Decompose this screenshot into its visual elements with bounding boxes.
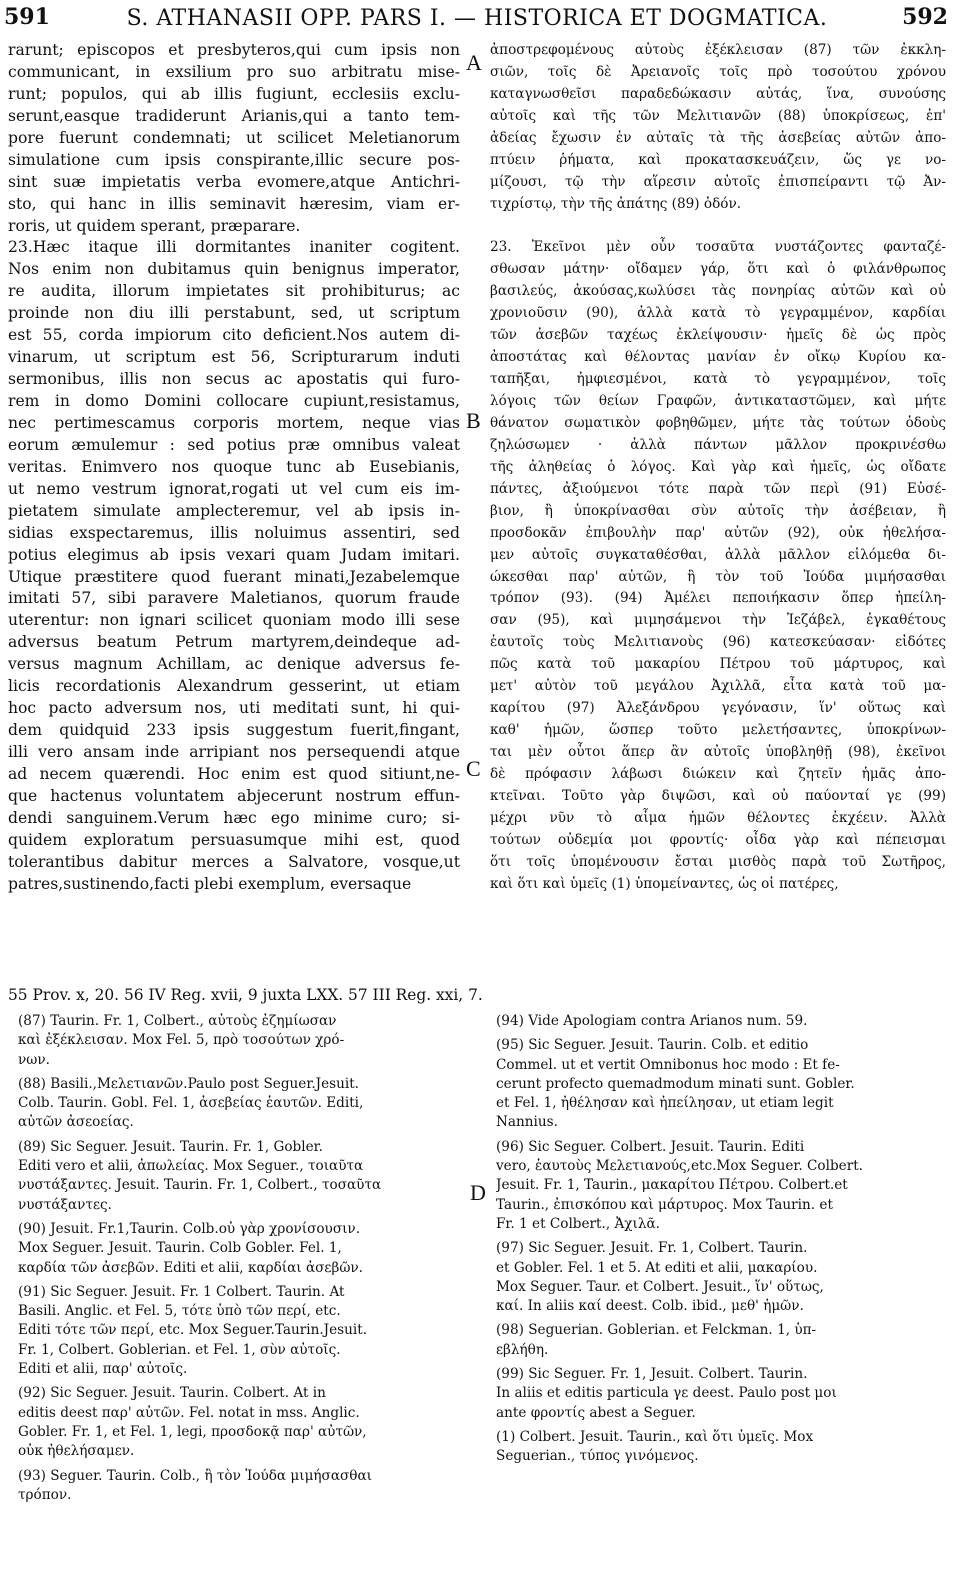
greek-text-line: ἀποστρεφομένους αὐτοὺς ἐξέκλεισαν (87) τῶν ἐκκλη- (490, 42, 946, 58)
latin-text-line: roris, ut quidem sperant, præparare. (8, 216, 301, 235)
latin-text-line: ad necem quærendi. Hoc enim est quod sitiunt,ne- (8, 764, 460, 783)
greek-text-line: πῶς κατὰ τοῦ μακαρίου Πέτρου τοῦ μάρτυρος, καὶ (490, 656, 946, 673)
greek-text-line: δὲ πρόφασιν λάβωσι διώκειν καὶ ζητεῖν ἡμᾶς ἀπο- (490, 765, 946, 782)
greek-text-line: βασιλεύς, ἀκούσας,κωλύσει τὰς πονηρίας αὐτῶν καὶ οὐ (490, 283, 946, 300)
footnote-line: Commel. ut et vertit Omnibonus hoc modo : Et fe- (496, 1056, 840, 1073)
greek-text-line: προσδοκᾶν ἐπιβουλὴν παρ' αὐτῶν (92), οὐκ ἠθελήσα- (490, 524, 946, 541)
latin-text-line: patres,sustinendo,facti plebi exemplum, eversaque (8, 874, 412, 893)
greek-text-line: ὅτι τοῖς ὑπομένουσιν ἔσται μισθὸς παρὰ τοῦ Σωτῆρος, (490, 853, 946, 870)
latin-text-line: hoc pacto adversum nos, uti meditati sunt, hi qui- (8, 699, 460, 718)
greek-text-line: θάνατον σωματικὸν φοβηθῶμεν, μήτε τὰς τούτων ὁδοὺς (490, 414, 946, 431)
footnote-line: (98) Seguerian. Goblerian. et Felckman. 1, ὑπ- (496, 1322, 817, 1339)
margin-letter-a: A (466, 50, 482, 75)
latin-text-line: ut nemo vestrum ignorat,rogati ut vel cum eis im- (8, 479, 460, 498)
latin-text-line: potius elegimus ab ipsis vexari quam Judam imitari. (8, 545, 460, 564)
margin-letter-c: C (466, 756, 481, 781)
greek-text-line: ζηλώσωμεν · ἀλλὰ πάντων μᾶλλον προκρινέσθω (490, 436, 946, 453)
latin-text-line: eorum æmulemur : sed potius præ omnibus valeat (8, 435, 460, 454)
greek-text-line: 23. Ἐκεῖνοι μὲν οὖν τοσαῦτα νυστάζοντες φανταζέ- (490, 239, 946, 256)
greek-text-line: ώκεσθαι παρ' αὐτῶν, ἢ τὸν τοῦ Ἰούδα μιμήσασθαι (490, 568, 946, 585)
footnote-line: οὐκ ἠθελήσαμεν. (18, 1443, 135, 1460)
footnote-line: editis deest παρ' αὐτῶν. Fel. notat in mss. Anglic. (18, 1404, 360, 1421)
left-page-number: 591 (4, 4, 50, 30)
footnote-line: Editi et alii, παρ' αὐτοῖς. (18, 1361, 188, 1378)
latin-text-line: runt; populos, qui ab illis fugiunt, ecclesiis exclu- (8, 84, 460, 103)
latin-text-line: proinde non diu illi perstabunt, sed, ut scriptum (8, 304, 460, 323)
greek-text-line: μεν αὐτοῖς συγκαταθέσθαι, ἀλλὰ μᾶλλον εἱλόμεθα δι- (490, 546, 946, 563)
footnote-line: (91) Sic Seguer. Jesuit. Fr. 1 Colbert. Taurin. At (18, 1283, 345, 1300)
footnote-line: (93) Seguer. Taurin. Colb., ἢ τὸν Ἰούδα μιμήσασθαι (18, 1467, 372, 1484)
footnote-line: (94) Vide Apologiam contra Arianos num. 59. (496, 1013, 808, 1029)
latin-text-line: serunt,easque tradiderunt Arianis,qui a tanto tem- (8, 106, 460, 125)
margin-letter-b: B (466, 408, 481, 433)
footnote-line: Editi τότε τῶν περί, etc. Mox Seguer.Taurin.Jesuit. (18, 1322, 368, 1339)
footnote-line: εβλήθη. (496, 1341, 549, 1358)
footnote-line: Mox Seguer. Jesuit. Taurin. Colb Gobler. Fel. 1, (18, 1240, 342, 1257)
greek-text-line: ταπῆξαι, ἠμφιεσμένοι, κατὰ τὸ γεγραμμένον, τοῖς (490, 371, 946, 388)
latin-text-line: sint suæ impietatis verba evomere,atque Antichri- (8, 172, 460, 191)
footnote-line: Jesuit. Fr. 1, Taurin., μακαρίτου Πέτρου. Colbert.et (496, 1177, 848, 1194)
greek-text-line: μέχρι νῦν τὸ αἷμα ἡμῶν θέλοντες ἐκχέειν. Ἀλλὰ (490, 809, 946, 826)
greek-text-line: αὐτοῖς καὶ τῆς τῶν Μελιτιανῶν (88) ὑποκρίσεως, ἐπ' (490, 107, 946, 124)
latin-text-line: uterentur: non ignari scilicet quoniam modo illi sese (8, 611, 460, 630)
latin-text-line: rem in domo Domini collocare cupiunt,resistamus, (8, 392, 460, 410)
greek-text-line: σιῶν, τοῖς δὲ Ἀρειανοῖς τοῖς πρὸ τοσούτου χρόνου (490, 63, 946, 80)
latin-text-line: imitati 57, sibi paravere Maletianos, quorum fraude (8, 589, 460, 608)
latin-text-line: Utique præstitere quod fuerant minati,Jezabelemque (8, 567, 460, 586)
greek-text-line: μίζουσι, τῷ τὴν αἵρεσιν αὐτοῖς ἐπισπείραντι τῷ Ἀν- (490, 173, 946, 190)
greek-text-line: ἀδείας ἔχωσιν ἐν αὐταῖς τὰ τῆς ἀσεβείας αὐτῶν ἀπο- (490, 129, 946, 146)
footnote-line: (89) Sic Seguer. Jesuit. Taurin. Fr. 1, Gobler. (18, 1138, 323, 1155)
greek-text-line: ἑαυτοῖς τοὺς Μελιτιανοὺς (96) κατεσκεύασαν· εἰδότες (490, 634, 946, 651)
greek-text-line: πτύειν ῥήματα, καὶ προκατασκευάζειν, ὥς γε νο- (490, 151, 946, 168)
critical-notes-left (18, 1012, 460, 1505)
latin-text-line: rarunt; episcopos et presbyteros,qui cum ipsis non (8, 41, 460, 59)
footnote-line: Seguerian., τύπος γινόμενος. (496, 1448, 699, 1465)
footnote-line: (92) Sic Seguer. Jesuit. Taurin. Colbert. At in (18, 1385, 326, 1402)
greek-text-line: σθωσαν μάτην· οἴδαμεν γάρ, ὅτι καὶ ὁ φιλάνθρωπος (490, 261, 946, 278)
right-page-number: 592 (902, 4, 948, 30)
footnote-line: (88) Basili.,Μελετιανῶν.Paulo post Seguer.Jesuit. (18, 1075, 359, 1092)
footnote-line: καρδία τῶν ἀσεβῶν. Editi et alii, καρδίαι ἀσεβῶν. (18, 1259, 363, 1276)
running-title: S. ATHANASII OPP. PARS I. — HISTORICA ET DOGMATICA. (126, 6, 828, 31)
footnote-line: Gobler. Fr. 1, et Fel. 1, legi, προσδοκᾷ παρ' αὐτῶν, (18, 1423, 367, 1440)
footnote-line: Taurin., ἐπισκόπου καὶ μάρτυρος. Mox Taurin. et (496, 1196, 833, 1213)
greek-text-line: βιον, ἢ ὑποκρίνασθαι σὺν αὐτοῖς τὴν ἀσέβειαν, ἢ (490, 502, 946, 519)
latin-text-line: vinarum, ut scriptum est 56, Scripturarum induti (8, 348, 460, 367)
greek-text-line: ἀποστάτας καὶ θέλοντας μανίαν ἐν οἴκῳ Κυρίου κα- (490, 349, 946, 366)
latin-text-line: dendi sanguinem.Verum hæc ego minime curo; si- (8, 808, 460, 827)
footnote-line: αὐτῶν ἀσεοείας. (18, 1114, 134, 1131)
footnote-line: Fr. 1 et Colbert., Ἀχιλᾶ. (496, 1215, 660, 1232)
latin-text-line: adversus beatum Petrum martyrem,deindeque ad- (8, 633, 460, 652)
footnote-line: τρόπον. (18, 1486, 72, 1503)
latin-text-column (8, 40, 460, 896)
greek-text-line: καταγνωσθεῖσι παραδεδώκασιν αὐτάς, ἵνα, συνούσης (490, 85, 946, 102)
footnote-line: Fr. 1, Colbert. Goblerian. et Fel. 1, σὺν αὐτοῖς. (18, 1341, 341, 1358)
footnote-line: Editi vero et alii, ἀπωλείας. Mox Seguer., τοιαῦτα (18, 1158, 364, 1175)
latin-text-line: illi vero ansam inde arripiant nos persequendi atque (8, 743, 460, 761)
running-header (0, 0, 954, 36)
footnote-line: καί. In aliis καί deest. Colb. ibid., μεθ' ἡμῶν. (496, 1298, 804, 1315)
footnote-line: ante φροντίς abest a Seguer. (496, 1404, 696, 1421)
footnote-line: vero, ἑαυτοὺς Μελετιανούς,etc.Mox Seguer. Colbert. (496, 1158, 863, 1175)
greek-text-line: τρόπον (93). (94) Ἀμέλει πεποιήκασιν ὅπερ ἠπείλη- (490, 590, 946, 607)
greek-text-column (490, 40, 946, 896)
footnote-line: Nannius. (496, 1114, 558, 1131)
footnote-line: (99) Sic Seguer. Fr. 1, Jesuit. Colbert. Taurin. (496, 1366, 808, 1383)
footnote-line: Mox Seguer. Taur. et Colbert. Jesuit., ἵν' οὕτως, (496, 1278, 824, 1295)
latin-text-line: veritas. Enimvero nos quoque tunc ab Eusebianis, (8, 457, 460, 476)
latin-text-line: simulatione cum ipsis conspirante,illic secure pos- (8, 150, 460, 169)
greek-text-line: λόγοις τῶν θείων Γραφῶν, ἀντικαταστῶμεν, καὶ μήτε (490, 393, 946, 409)
greek-text-line: ται μὲν οὗτοι ἅπερ ἂν αὐτοῖς ὑποβληθῇ (98), ἐκεῖνοι (490, 744, 946, 760)
margin-letter-d: D (470, 1180, 486, 1205)
greek-text-line: τῆς ἀληθείας ὁ λόγος. Καὶ γὰρ καὶ ἡμεῖς, ὡς οἴδατε (490, 458, 946, 475)
latin-text-line: pore fuerunt condemnati; ut scilicet Meletianorum (8, 128, 460, 147)
latin-text-line: versus magnum Achillam, ac denique adversus fe- (8, 655, 460, 674)
latin-text-line: sidias exspectaremus, illis noluimus assentiri, sed (8, 523, 460, 542)
footnote-line: νων. (18, 1051, 50, 1068)
latin-text-line: nec pertimescamus corporis mortem, neque vias (8, 413, 460, 432)
latin-text-line: quidem exploratum persuasumque mihi est, quod (8, 830, 460, 849)
greek-text-line: χρονιοῦσιν (90), ἀλλὰ κατὰ τὸ γεγραμμένον, καρδίαι (490, 305, 946, 322)
greek-text-line (490, 216, 946, 238)
footnote-line: Colb. Taurin. Gobl. Fel. 1, ἀσεβείας ἑαυτῶν. Editi, (18, 1095, 364, 1112)
latin-text-line: tolerantibus dabitur merces a Salvatore, vosque,ut (8, 852, 460, 871)
greek-text-line: κτεῖναι. Τοῦτο γὰρ διψῶσι, καὶ οὐ παύονταί γε (99) (490, 787, 946, 804)
footnote-line: καὶ ἐξέκλεισαν. Mox Fel. 5, πρὸ τοσούτων χρό- (18, 1032, 345, 1049)
latin-text-line: sermonibus, illis non secus ac apostatis qui furo- (8, 370, 460, 389)
greek-text-line: μετ' αὐτὸν τοῦ μεγάλου Ἀχιλλᾶ, εἶτα κατὰ τοῦ μα- (490, 678, 946, 695)
footnote-line: (1) Colbert. Jesuit. Taurin., καὶ ὅτι ὑμεῖς. Mox (496, 1428, 814, 1445)
latin-text-line: Nos enim non dubitamus quin benignus imperator, (8, 260, 460, 279)
scripture-references: 55 Prov. x, 20. 56 IV Reg. xvii, 9 juxta LXX. 57 III Reg. xxi, 7. (8, 986, 483, 1004)
latin-text-line: 23.Hæc itaque illi dormitantes inaniter cogitent. (8, 238, 460, 257)
footnote-line: In aliis et editis particula γε deest. Paulo post μοι (496, 1385, 837, 1402)
footnote-line: et Fel. 1, ἠθέλησαν καὶ ἠπείλησαν, ut etiam legit (496, 1095, 834, 1112)
latin-text-line: communicant, in exsilium pro suo arbitratu mise- (8, 62, 460, 81)
latin-text-line: est 55, corda impiorum cito deficient.Nos autem di- (8, 326, 460, 345)
greek-text-line: τούτων οὐδεμία μοι φροντίς· οἶδα γὰρ καὶ πέπεισμαι (490, 831, 946, 848)
latin-text-line: dem quidquid 233 ipsis suggestum fuerit,fingant, (8, 721, 460, 740)
footnote-line: νυστάξαντες. (18, 1196, 112, 1213)
footnote-line: Basili. Anglic. et Fel. 5, τότε ὑπὸ τῶν περί, etc. (18, 1303, 341, 1320)
footnote-line: (90) Jesuit. Fr.1,Taurin. Colb.οὐ γὰρ χρονίσουσιν. (18, 1220, 361, 1237)
latin-text-line: pietatem simulate amplecteremur, vel ab ipsis in- (8, 501, 460, 520)
footnote-line: νυστάξαντες. Jesuit. Taurin. Fr. 1, Colbert., τοσαῦτα (18, 1177, 382, 1194)
footnote-line: (96) Sic Seguer. Colbert. Jesuit. Taurin. Editi (496, 1138, 805, 1155)
latin-text-line: sto, qui hanc in illis seminavit hæresim, viam er- (8, 194, 460, 213)
critical-notes-right (496, 1012, 944, 1467)
latin-text-line: licis recordationis Alexandrum gesserint, ut etiam (8, 677, 460, 696)
latin-text-line: que hactenus voluntatem abjecerunt nostrum effun- (8, 786, 460, 805)
footnote-line: et Gobler. Fel. 1 et 5. At editi et alii, μακαρίου. (496, 1259, 818, 1276)
greek-text-line: τῶν ἀσεβῶν ταχέως ἐκλείψουσιν· ἡμεῖς δὲ ὡς πρὸς (490, 327, 946, 344)
footnote-line: (87) Taurin. Fr. 1, Colbert., αὐτοὺς ἐζημίωσαν (18, 1013, 337, 1029)
greek-text-line: πάντες, ἀξιούμενοι τότε παρὰ τῶν περὶ (91) Εὐσέ- (490, 480, 946, 497)
greek-text-line: καρίτου (97) Ἀλεξάνδρου γεγόνασιν, ἵν' οὕτως καὶ (490, 700, 946, 717)
greek-text-line: τιχρίστῳ, τὴν τῆς ἀπάτης (89) ὁδόν. (490, 195, 742, 212)
footnote-line: (95) Sic Seguer. Jesuit. Taurin. Colb. et editio (496, 1037, 809, 1054)
latin-text-line: re audita, illorum impietates sit prohibiturus; ac (8, 282, 460, 301)
footnote-line: (97) Sic Seguer. Jesuit. Fr. 1, Colbert. Taurin. (496, 1240, 808, 1257)
greek-text-line: καθ' ἡμῶν, ὥσπερ τοῦτο μελετήσαντες, ὑποκρίνων- (490, 722, 946, 739)
greek-text-line: σαν (95), καὶ μιμησάμενοι τὴν Ἰεζάβελ, ἐγκαθέτους (490, 612, 946, 629)
greek-text-line: καὶ ὅτι καὶ ὑμεῖς (1) ὑπομείναντες, ὡς οἱ πατέρες, (490, 875, 839, 892)
footnote-line: cerunt profecto quemadmodum minati sunt. Gobler. (496, 1075, 855, 1092)
